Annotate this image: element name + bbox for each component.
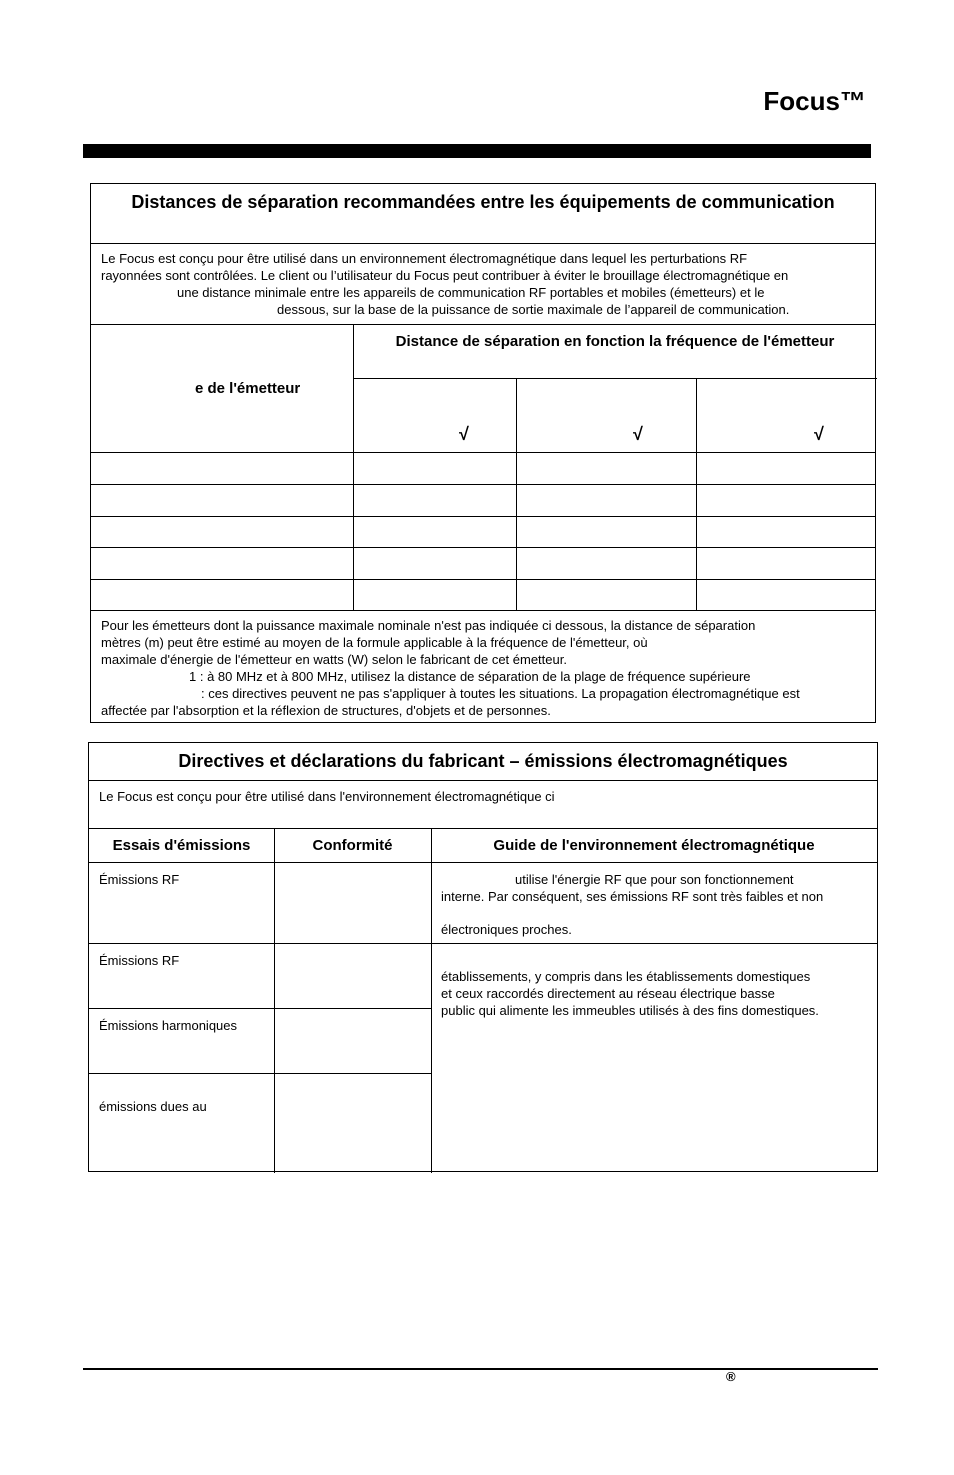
power-header: e de l'émetteur bbox=[195, 380, 301, 397]
intro-line: rayonnées sont contrôlées. Le client ou l’utilisateur du Focus peut contribuer à éviter le brouillage électromagnétique en bbox=[101, 268, 789, 283]
sqrt-symbol: √ bbox=[814, 424, 824, 444]
footnote-line: Pour les émetteurs dont la puissance maximale nominale n'est pas indiquée ci dessous, la distance de séparation bbox=[101, 618, 756, 633]
footnote-line: maximale d'énergie de l'émetteur en watts (W) selon le fabricant de cet émetteur. bbox=[101, 652, 567, 667]
table-title: Directives et déclarations du fabricant – émissions électromagnétiques bbox=[178, 751, 788, 771]
brand-title: Focus™ bbox=[763, 86, 866, 116]
column-header: Essais d'émissions bbox=[112, 837, 251, 854]
divider bbox=[89, 780, 877, 781]
guide-line: électroniques proches. bbox=[441, 922, 572, 937]
table-row-label: émissions dues au bbox=[99, 1099, 207, 1114]
guide-line: interne. Par conséquent, ses émissions RF sont très faibles et non bbox=[441, 889, 824, 904]
column-divider bbox=[353, 324, 354, 610]
footer-rule bbox=[83, 1368, 878, 1370]
column-divider bbox=[516, 378, 517, 610]
table-title: Distances de séparation recommandées entre les équipements de communication bbox=[131, 192, 835, 212]
footnote-line: : ces directives peuvent ne pas s'appliquer à toutes les situations. La propagation électromagnétique est bbox=[201, 686, 800, 701]
divider bbox=[91, 324, 875, 325]
table-row bbox=[91, 452, 875, 453]
column-header: Guide de l'environnement électromagnétique bbox=[493, 837, 815, 854]
divider bbox=[91, 243, 875, 244]
table-row bbox=[91, 610, 875, 611]
table-row bbox=[89, 1073, 431, 1074]
column-divider bbox=[696, 378, 697, 610]
table-row bbox=[89, 943, 877, 944]
divider bbox=[353, 378, 877, 379]
intro-line: Le Focus est conçu pour être utilisé dans un environnement électromagnétique dans lequel les perturbations RF bbox=[101, 251, 748, 266]
guide-line: utilise l'énergie RF que pour son fonctionnement bbox=[515, 872, 794, 887]
divider bbox=[89, 828, 877, 829]
separation-distance-table bbox=[90, 183, 876, 723]
table-row-label: Émissions RF bbox=[99, 953, 180, 968]
intro-line: dessous, sur la base de la puissance de sortie maximale de l’appareil de communication. bbox=[277, 302, 790, 317]
table-footnotes bbox=[101, 617, 873, 719]
table-row bbox=[89, 1008, 431, 1009]
table-row bbox=[91, 516, 875, 517]
guide-line: et ceux raccordés directement au réseau électrique basse bbox=[441, 986, 775, 1001]
sqrt-symbol: √ bbox=[633, 424, 643, 444]
table-row-label: Émissions RF bbox=[99, 872, 180, 887]
footnote-line: 1 : à 80 MHz et à 800 MHz, utilisez la distance de séparation de la plage de fréquence supérieure bbox=[189, 669, 751, 684]
header-bar bbox=[83, 144, 871, 158]
divider bbox=[89, 862, 877, 863]
distance-header: Distance de séparation en fonction la fréquence de l'émetteur bbox=[395, 333, 835, 350]
guide-line: établissements, y compris dans les établissements domestiques bbox=[441, 969, 811, 984]
table-row bbox=[91, 547, 875, 548]
column-divider bbox=[274, 828, 275, 1173]
guide-text bbox=[441, 871, 871, 938]
registered-mark: ® bbox=[726, 1369, 736, 1384]
sqrt-symbol: √ bbox=[459, 424, 469, 444]
table-row bbox=[91, 484, 875, 485]
intro-line: une distance minimale entre les appareils de communication RF portables et mobiles (émetteurs) et le bbox=[177, 285, 765, 300]
footnote-line: mètres (m) peut être estimé au moyen de la formule applicable à la fréquence de l'émetteur, où bbox=[101, 635, 648, 650]
table-row-label: Émissions harmoniques bbox=[99, 1018, 238, 1033]
guide-line: public qui alimente les immeubles utilisés à des fins domestiques. bbox=[441, 1003, 819, 1018]
table-row bbox=[91, 579, 875, 580]
guide-text bbox=[441, 968, 871, 1019]
footnote-line: affectée par l'absorption et la réflexion de structures, d'objets et de personnes. bbox=[101, 703, 551, 718]
table-intro bbox=[101, 250, 871, 318]
column-divider bbox=[431, 828, 432, 1173]
table-intro: Le Focus est conçu pour être utilisé dans l'environnement électromagnétique ci bbox=[99, 789, 555, 804]
emissions-table bbox=[88, 742, 878, 1172]
column-header: Conformité bbox=[312, 837, 393, 854]
